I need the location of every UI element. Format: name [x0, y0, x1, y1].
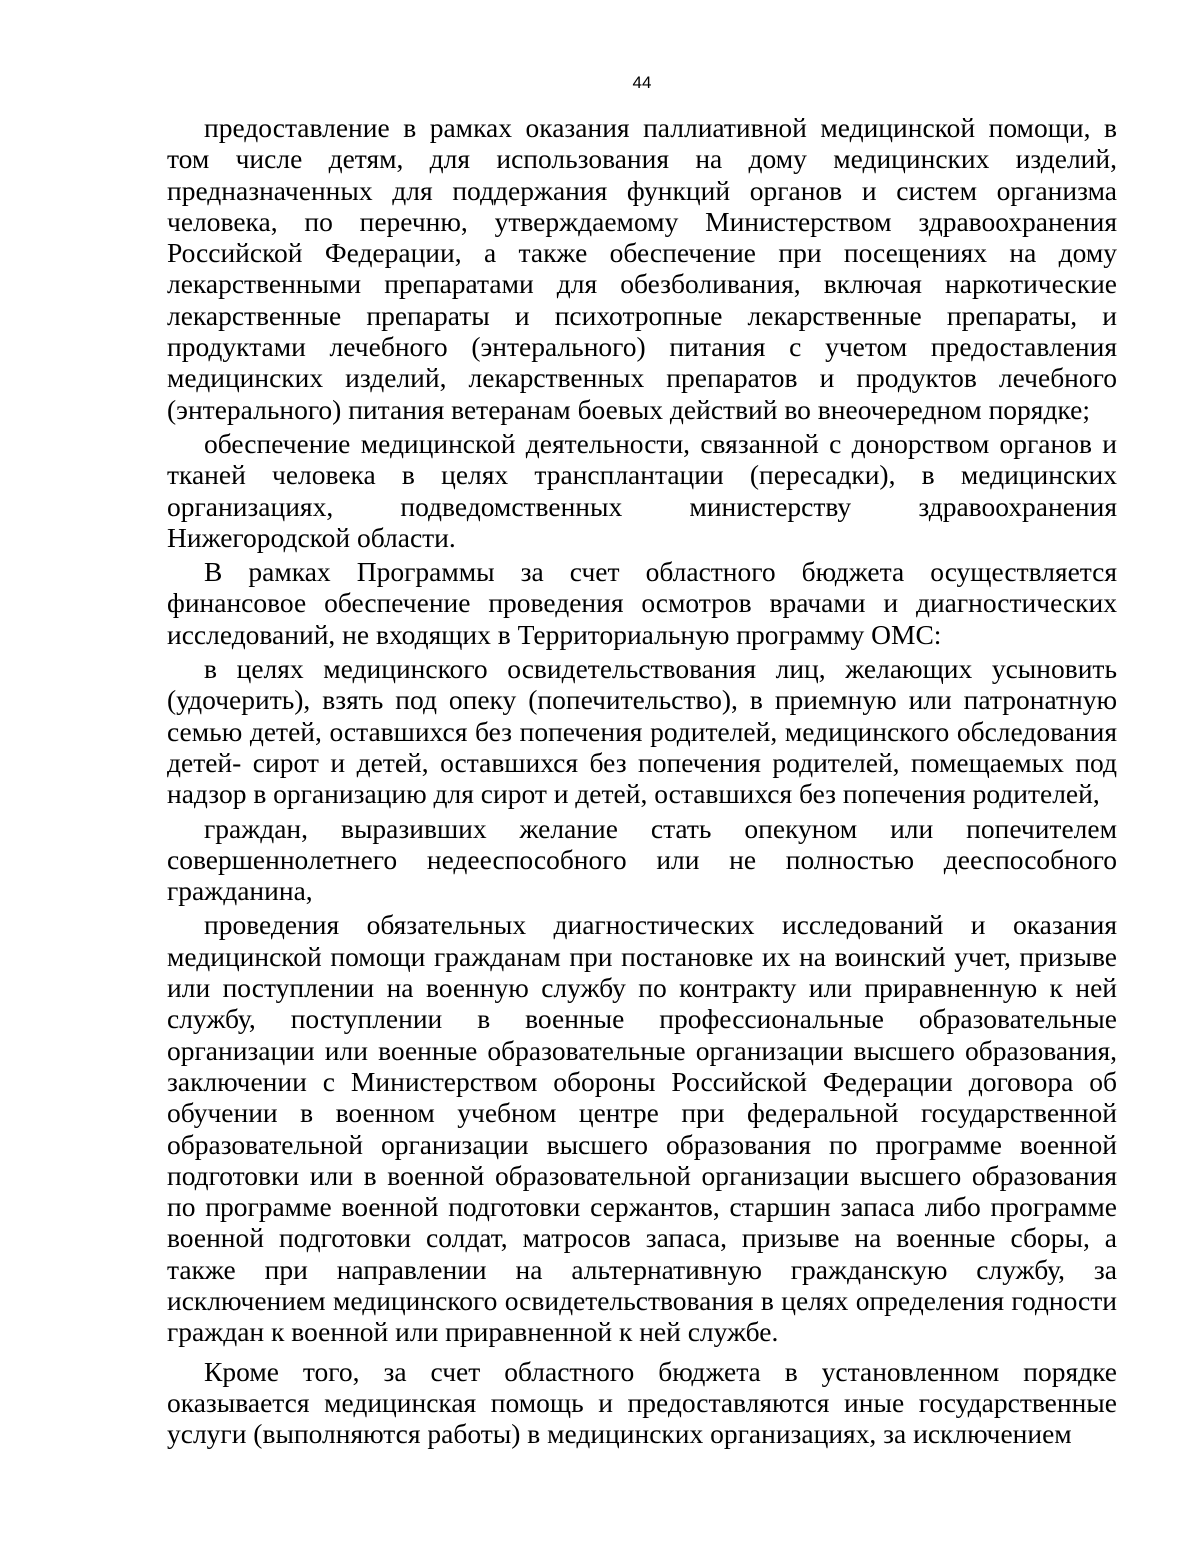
paragraph-palliative-care: предоставление в рамках оказания паллиативной медицинской помощи, в том числе детям, для использования на дому медицинских изделий, предназначенных для поддержания функций органов и систем организма человека, по перечню, утверждаемому Министерством здравоохранения Российской Федерации, а также обеспечение при посещениях на дому лекарственными препаратами для обезболивания, включая наркотические лекарственные препараты и психотропные лекарственные препараты, и продуктами лечебного (энтерального) питания с учетом предоставления медицинских изделий, лекарственных препаратов и продуктов лечебного (энтерального) питания ветеранам боевых действий во внеочередном порядке; [167, 112, 1117, 425]
paragraph-adoption-examination: в целях медицинского освидетельствования лиц, желающих усыновить (удочерить), взять под опеку (попечительство), в приемную или патронатную семью детей, оставшихся без попечения родителей, медицинского обследования детей- сирот и детей, оставшихся без попечения родителей, помещаемых под надзор в организацию для сирот и детей, оставшихся без попечения родителей, [167, 653, 1117, 810]
paragraph-guardianship: граждан, выразивших желание стать опекуном или попечителем совершеннолетнего недееспособного или не полностью дееспособного гражданина, [167, 812, 1117, 907]
page-number: 44 [632, 73, 652, 92]
paragraph-other-services: Кроме того, за счет областного бюджета в установленном порядке оказывается медицинская помощь и предоставляются иные государственные услуги (выполняются работы) в медицинских организациях, за исключением [167, 1355, 1117, 1450]
paragraph-military-examination: проведения обязательных диагностических исследований и оказания медицинской помощи гражданам при постановке их на воинский учет, призыве или поступлении на военную службу по контракту или приравненную к ней службу, поступлении в военные профессиональные образовательные организации или военные образовательные организации высшего образования, заключении с Министерством обороны Российской Федерации договора об обучении в военном учебном центре при федеральной государственной образовательной организации высшего образования по программе военной подготовки или в военной образовательной организации высшего образования по программе военной подготовки сержантов, старшин запаса либо программе военной подготовки солдат, матросов запаса, призыве на военные сборы, а также при направлении на альтернативную гражданскую службу, за исключением медицинского освидетельствования в целях определения годности граждан к военной или приравненной к ней службе. [167, 909, 1117, 1348]
paragraph-organ-donation: обеспечение медицинской деятельности, связанной с донорством органов и тканей человека в целях трансплантации (пересадки), в медицинских организациях, подведомственных министерству здравоохранения Нижегородской области. [167, 427, 1117, 553]
paragraph-regional-budget-funding: В рамках Программы за счет областного бюджета осуществляется финансовое обеспечение проведения осмотров врачами и диагностических исследований, не входящих в Территориальную программу ОМС: [167, 556, 1117, 650]
document-body [167, 112, 1117, 1449]
